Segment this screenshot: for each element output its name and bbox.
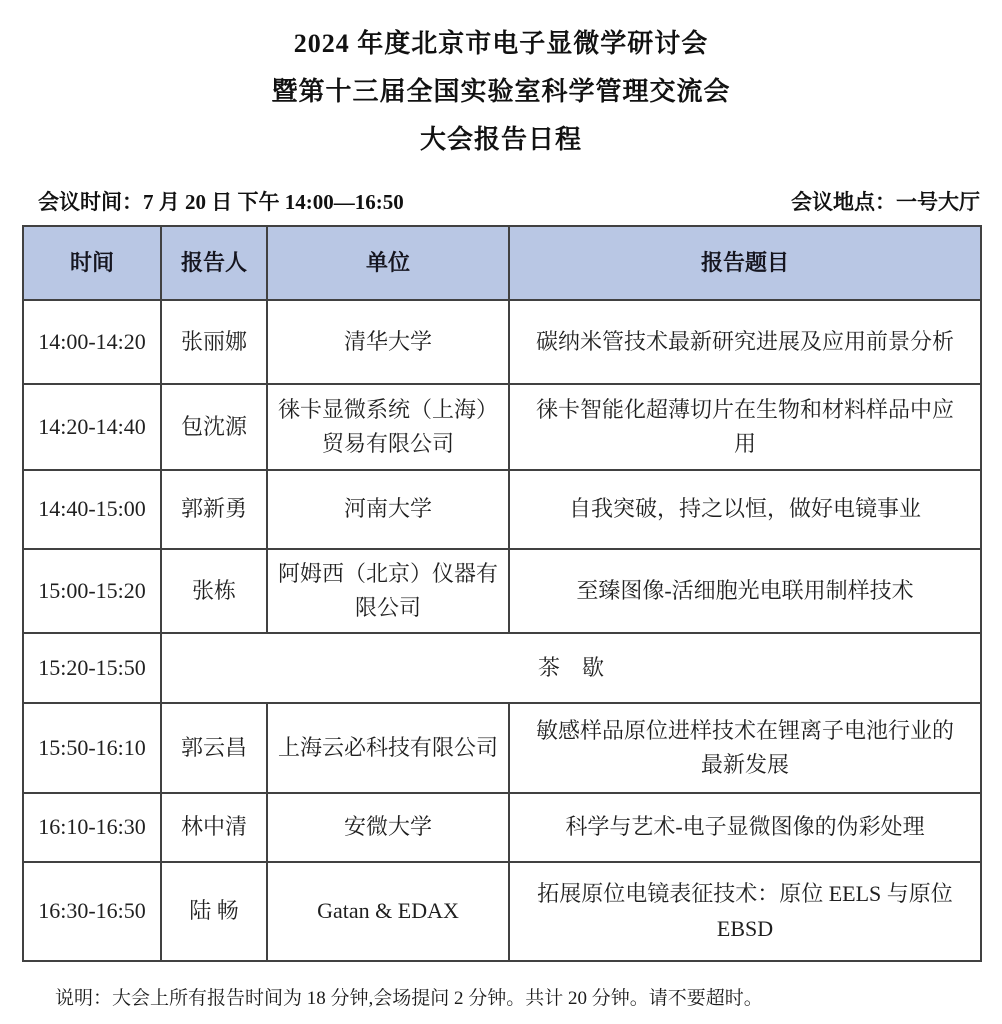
cell-time: 14:40-15:00	[23, 470, 161, 549]
cell-speaker: 张丽娜	[161, 300, 267, 384]
cell-speaker: 郭新勇	[161, 470, 267, 549]
table-row	[23, 703, 981, 793]
cell-talk-title: 徕卡智能化超薄切片在生物和材料样品中应用	[509, 384, 981, 470]
cell-time: 14:00-14:20	[23, 300, 161, 384]
title-line-3: 大会报告日程	[419, 125, 582, 154]
cell-affiliation: 阿姆西（北京）仪器有限公司	[267, 549, 509, 633]
cell-talk-title: 碳纳米管技术最新研究进展及应用前景分析	[509, 300, 981, 384]
cell-talk-title: 敏感样品原位进样技术在锂离子电池行业的最新发展	[509, 703, 981, 793]
meeting-info-bar	[38, 186, 980, 216]
cell-affiliation: 徕卡显微系统（上海）贸易有限公司	[267, 384, 509, 470]
cell-speaker: 陆 畅	[161, 862, 267, 961]
cell-time: 14:20-14:40	[23, 384, 161, 470]
cell-speaker: 郭云昌	[161, 703, 267, 793]
meeting-location-label: 会议地点：一号大厅	[791, 190, 980, 214]
cell-affiliation: 安微大学	[267, 793, 509, 862]
cell-talk-title: 科学与艺术-电子显微图像的伪彩处理	[509, 793, 981, 862]
cell-time: 15:20-15:50	[23, 633, 161, 703]
cell-time: 16:30-16:50	[23, 862, 161, 961]
cell-affiliation: Gatan & EDAX	[267, 862, 509, 961]
table-header-row	[23, 226, 981, 300]
cell-time: 15:50-16:10	[23, 703, 161, 793]
cell-tea-break: 茶 歇	[161, 633, 981, 703]
table-row	[23, 384, 981, 470]
cell-speaker: 包沈源	[161, 384, 267, 470]
table-row	[23, 549, 981, 633]
meeting-time-label: 会议时间：7 月 20 日 下午 14:00—16:50	[38, 190, 404, 214]
table-row	[23, 862, 981, 961]
cell-time: 15:00-15:20	[23, 549, 161, 633]
header-cell-title: 报告题目	[509, 226, 981, 300]
table-row	[23, 300, 981, 384]
header-cell-time: 时间	[23, 226, 161, 300]
header-cell-speaker: 报告人	[161, 226, 267, 300]
cell-affiliation: 上海云必科技有限公司	[267, 703, 509, 793]
cell-talk-title: 自我突破，持之以恒，做好电镜事业	[509, 470, 981, 549]
title-line-2: 暨第十三届全国实验室科学管理交流会	[271, 77, 731, 106]
cell-speaker: 张栋	[161, 549, 267, 633]
table-row	[23, 793, 981, 862]
cell-talk-title: 拓展原位电镜表征技术：原位 EELS 与原位 EBSD	[509, 862, 981, 961]
title-line-1: 2024 年度北京市电子显微学研讨会	[293, 29, 709, 58]
cell-speaker: 林中清	[161, 793, 267, 862]
footer-note: 说明：大会上所有报告时间为 18 分钟,会场提问 2 分钟。共计 20 分钟。请不要超时。	[55, 988, 763, 1009]
schedule-table	[22, 225, 982, 962]
cell-talk-title: 至臻图像-活细胞光电联用制样技术	[509, 549, 981, 633]
cell-affiliation: 清华大学	[267, 300, 509, 384]
document-title-block	[0, 28, 1002, 156]
cell-time: 16:10-16:30	[23, 793, 161, 862]
header-cell-affiliation: 单位	[267, 226, 509, 300]
table-row	[23, 470, 981, 549]
table-row-tea-break	[23, 633, 981, 703]
cell-affiliation: 河南大学	[267, 470, 509, 549]
